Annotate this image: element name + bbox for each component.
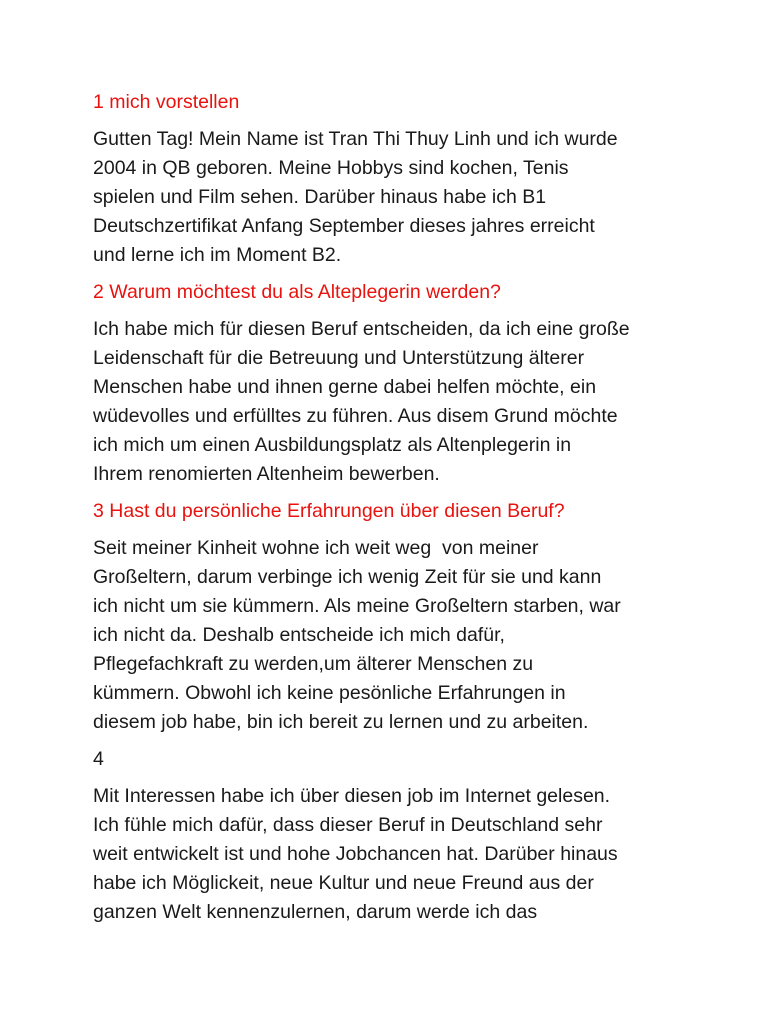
section-3-paragraph [93, 534, 693, 737]
section-1-heading: 1 mich vorstellen [93, 91, 240, 113]
paragraph-line: Ich fühle mich dafür, dass dieser Beruf in Deutschland sehr [93, 814, 603, 836]
paragraph-line: spielen und Film sehen. Darüber hinaus habe ich B1 [93, 186, 547, 208]
paragraph-line: Mit Interessen habe ich über diesen job im Internet gelesen. [93, 785, 611, 807]
document-page [93, 88, 693, 935]
paragraph-line: Ich habe mich für diesen Beruf entscheiden, da ich eine große [93, 318, 630, 340]
section-2-heading: 2 Warum möchtest du als Alteplegerin werden? [93, 281, 501, 303]
paragraph-line: wüdevolles und erfülltes zu führen. Aus disem Grund möchte [93, 405, 618, 427]
paragraph-line: Leidenschaft für die Betreuung und Unterstützung älterer [93, 347, 585, 369]
paragraph-line: Seit meiner Kinheit wohne ich weit weg von meiner [93, 537, 539, 559]
paragraph-line: 2004 in QB geboren. Meine Hobbys sind kochen, Tenis [93, 157, 569, 179]
paragraph-line: Menschen habe und ihnen gerne dabei helfen möchte, ein [93, 376, 597, 398]
paragraph-line: ich nicht da. Deshalb entscheide ich mich dafür, [93, 624, 505, 646]
section-2-paragraph [93, 315, 693, 489]
paragraph-line: habe ich Möglickeit, neue Kultur und neue Freund aus der [93, 872, 594, 894]
paragraph-line: Deutschzertifikat Anfang September dieses jahres erreicht [93, 215, 595, 237]
section-4-heading: 4 [93, 748, 104, 770]
paragraph-line: ich nicht um sie kümmern. Als meine Großeltern starben, war [93, 595, 621, 617]
section-4-paragraph [93, 782, 693, 927]
paragraph-line: Großeltern, darum verbinge ich wenig Zeit für sie und kann [93, 566, 602, 588]
paragraph-line: ich mich um einen Ausbildungsplatz als Altenplegerin in [93, 434, 572, 456]
paragraph-line: und lerne ich im Moment B2. [93, 244, 342, 266]
paragraph-line: weit entwickelt ist und hohe Jobchancen hat. Darüber hinaus [93, 843, 618, 865]
paragraph-line: kümmern. Obwohl ich keine pesönliche Erfahrungen in [93, 682, 566, 704]
paragraph-line: ganzen Welt kennenzulernen, darum werde ich das [93, 901, 538, 923]
paragraph-line: Gutten Tag! Mein Name ist Tran Thi Thuy Linh und ich wurde [93, 128, 618, 150]
section-1-paragraph [93, 125, 693, 270]
section-3-heading: 3 Hast du persönliche Erfahrungen über diesen Beruf? [93, 500, 565, 522]
paragraph-line: Ihrem renomierten Altenheim bewerben. [93, 463, 440, 485]
paragraph-line: Pflegefachkraft zu werden,um älterer Menschen zu [93, 653, 534, 675]
paragraph-line: diesem job habe, bin ich bereit zu lernen und zu arbeiten. [93, 711, 589, 733]
